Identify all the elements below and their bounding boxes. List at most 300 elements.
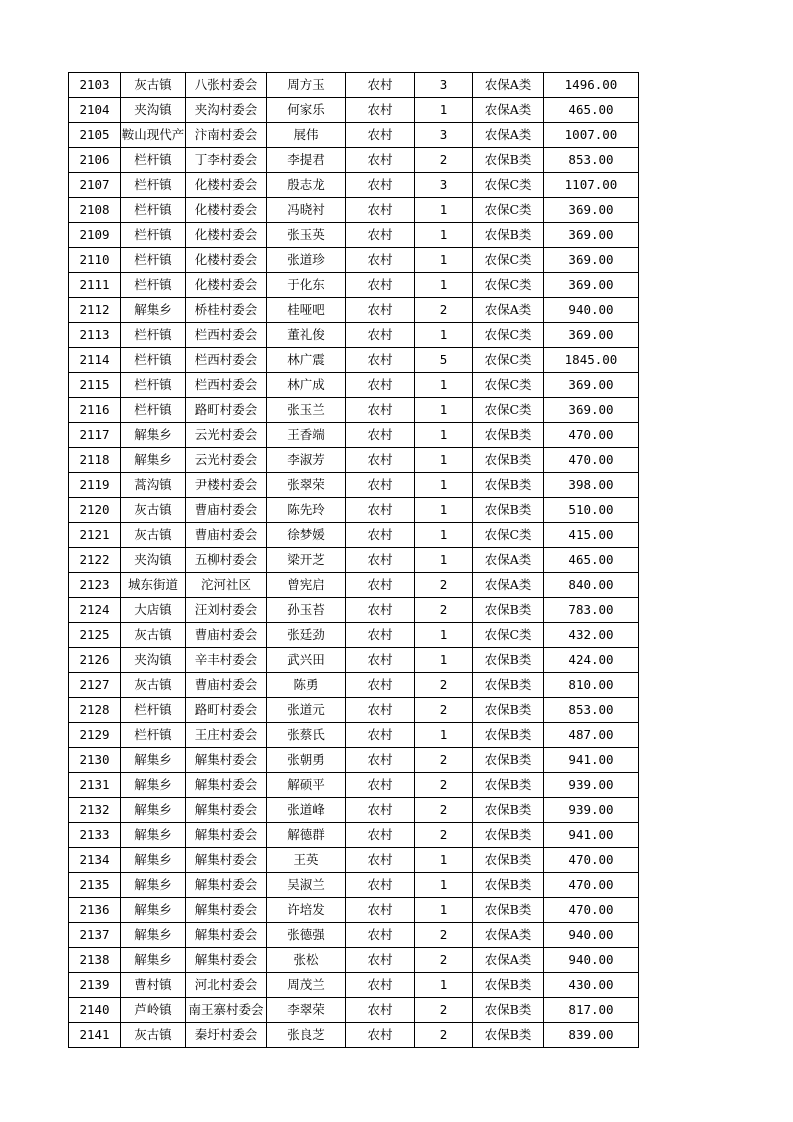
- insurance-category-cell: 农保B类: [473, 423, 544, 448]
- insurance-category-cell: 农保B类: [473, 648, 544, 673]
- row-number-cell: 2134: [69, 848, 121, 873]
- amount-cell: 432.00: [544, 623, 639, 648]
- table-row: [69, 923, 639, 948]
- area-type-cell: 农村: [346, 973, 415, 998]
- area-type-cell: 农村: [346, 148, 415, 173]
- area-type-cell: 农村: [346, 323, 415, 348]
- town-cell: 解集乡: [121, 798, 186, 823]
- row-number-cell: 2125: [69, 623, 121, 648]
- amount-cell: 465.00: [544, 548, 639, 573]
- area-type-cell: 农村: [346, 823, 415, 848]
- table-row: [69, 223, 639, 248]
- person-name-cell: 殷志龙: [267, 173, 346, 198]
- amount-cell: 853.00: [544, 148, 639, 173]
- village-committee-cell: 路町村委会: [186, 398, 267, 423]
- household-count-cell: 1: [415, 548, 473, 573]
- town-cell: 栏杆镇: [121, 348, 186, 373]
- table-row: [69, 948, 639, 973]
- village-committee-cell: 解集村委会: [186, 823, 267, 848]
- insurance-category-cell: 农保A类: [473, 923, 544, 948]
- row-number-cell: 2140: [69, 998, 121, 1023]
- table-row: [69, 648, 639, 673]
- town-cell: 解集乡: [121, 898, 186, 923]
- town-cell: 栏杆镇: [121, 173, 186, 198]
- table-row: [69, 773, 639, 798]
- row-number-cell: 2127: [69, 673, 121, 698]
- table-row: [69, 98, 639, 123]
- insurance-category-cell: 农保B类: [473, 848, 544, 873]
- person-name-cell: 陈先玲: [267, 498, 346, 523]
- person-name-cell: 王香端: [267, 423, 346, 448]
- household-count-cell: 2: [415, 923, 473, 948]
- amount-cell: 939.00: [544, 773, 639, 798]
- town-cell: 夹沟镇: [121, 648, 186, 673]
- person-name-cell: 周茂兰: [267, 973, 346, 998]
- table-row: [69, 473, 639, 498]
- town-cell: 栏杆镇: [121, 198, 186, 223]
- town-cell: 栏杆镇: [121, 373, 186, 398]
- village-committee-cell: 王庄村委会: [186, 723, 267, 748]
- area-type-cell: 农村: [346, 873, 415, 898]
- amount-cell: 369.00: [544, 323, 639, 348]
- household-count-cell: 1: [415, 898, 473, 923]
- village-committee-cell: 解集村委会: [186, 948, 267, 973]
- person-name-cell: 张玉兰: [267, 398, 346, 423]
- insurance-category-cell: 农保C类: [473, 273, 544, 298]
- person-name-cell: 张玉英: [267, 223, 346, 248]
- person-name-cell: 许培发: [267, 898, 346, 923]
- amount-cell: 510.00: [544, 498, 639, 523]
- table-row: [69, 348, 639, 373]
- insurance-category-cell: 农保C类: [473, 398, 544, 423]
- area-type-cell: 农村: [346, 373, 415, 398]
- row-number-cell: 2109: [69, 223, 121, 248]
- person-name-cell: 桂哑吧: [267, 298, 346, 323]
- row-number-cell: 2139: [69, 973, 121, 998]
- area-type-cell: 农村: [346, 398, 415, 423]
- amount-cell: 939.00: [544, 798, 639, 823]
- person-name-cell: 周方玉: [267, 73, 346, 98]
- amount-cell: 941.00: [544, 823, 639, 848]
- table-row: [69, 398, 639, 423]
- insurance-category-cell: 农保B类: [473, 773, 544, 798]
- table-row: [69, 1023, 639, 1048]
- insurance-category-cell: 农保A类: [473, 98, 544, 123]
- row-number-cell: 2115: [69, 373, 121, 398]
- village-committee-cell: 路町村委会: [186, 698, 267, 723]
- row-number-cell: 2111: [69, 273, 121, 298]
- table-row: [69, 373, 639, 398]
- village-committee-cell: 解集村委会: [186, 873, 267, 898]
- row-number-cell: 2122: [69, 548, 121, 573]
- area-type-cell: 农村: [346, 273, 415, 298]
- insurance-category-cell: 农保B类: [473, 873, 544, 898]
- row-number-cell: 2137: [69, 923, 121, 948]
- person-name-cell: 张道珍: [267, 248, 346, 273]
- table-row: [69, 673, 639, 698]
- household-count-cell: 1: [415, 198, 473, 223]
- amount-cell: 465.00: [544, 98, 639, 123]
- insurance-category-cell: 农保B类: [473, 973, 544, 998]
- amount-cell: 470.00: [544, 848, 639, 873]
- household-count-cell: 1: [415, 398, 473, 423]
- village-committee-cell: 曹庙村委会: [186, 498, 267, 523]
- insurance-category-cell: 农保B类: [473, 498, 544, 523]
- insurance-category-cell: 农保C类: [473, 198, 544, 223]
- town-cell: 解集乡: [121, 448, 186, 473]
- row-number-cell: 2116: [69, 398, 121, 423]
- area-type-cell: 农村: [346, 998, 415, 1023]
- person-name-cell: 张朝勇: [267, 748, 346, 773]
- person-name-cell: 解硕平: [267, 773, 346, 798]
- amount-cell: 1007.00: [544, 123, 639, 148]
- town-cell: 灰古镇: [121, 498, 186, 523]
- person-name-cell: 张翠荣: [267, 473, 346, 498]
- table-row: [69, 973, 639, 998]
- household-count-cell: 1: [415, 223, 473, 248]
- table-row: [69, 423, 639, 448]
- area-type-cell: 农村: [346, 423, 415, 448]
- row-number-cell: 2113: [69, 323, 121, 348]
- amount-cell: 940.00: [544, 923, 639, 948]
- household-count-cell: 1: [415, 498, 473, 523]
- village-committee-cell: 河北村委会: [186, 973, 267, 998]
- insurance-category-cell: 农保B类: [473, 598, 544, 623]
- insurance-category-cell: 农保C类: [473, 373, 544, 398]
- records-table: [68, 72, 639, 1048]
- table-row: [69, 448, 639, 473]
- area-type-cell: 农村: [346, 348, 415, 373]
- village-committee-cell: 解集村委会: [186, 798, 267, 823]
- person-name-cell: 林广震: [267, 348, 346, 373]
- area-type-cell: 农村: [346, 948, 415, 973]
- area-type-cell: 农村: [346, 673, 415, 698]
- table-row: [69, 198, 639, 223]
- household-count-cell: 2: [415, 823, 473, 848]
- table-row: [69, 498, 639, 523]
- town-cell: 解集乡: [121, 923, 186, 948]
- insurance-category-cell: 农保A类: [473, 573, 544, 598]
- table-row: [69, 998, 639, 1023]
- village-committee-cell: 云光村委会: [186, 423, 267, 448]
- area-type-cell: 农村: [346, 773, 415, 798]
- area-type-cell: 农村: [346, 848, 415, 873]
- row-number-cell: 2107: [69, 173, 121, 198]
- household-count-cell: 1: [415, 373, 473, 398]
- person-name-cell: 吴淑兰: [267, 873, 346, 898]
- town-cell: 城东街道: [121, 573, 186, 598]
- insurance-category-cell: 农保A类: [473, 73, 544, 98]
- village-committee-cell: 五柳村委会: [186, 548, 267, 573]
- area-type-cell: 农村: [346, 1023, 415, 1048]
- village-committee-cell: 云光村委会: [186, 448, 267, 473]
- person-name-cell: 陈勇: [267, 673, 346, 698]
- town-cell: 解集乡: [121, 748, 186, 773]
- household-count-cell: 1: [415, 98, 473, 123]
- table-row: [69, 898, 639, 923]
- table-row: [69, 323, 639, 348]
- person-name-cell: 张廷劲: [267, 623, 346, 648]
- insurance-category-cell: 农保B类: [473, 748, 544, 773]
- town-cell: 灰古镇: [121, 73, 186, 98]
- area-type-cell: 农村: [346, 498, 415, 523]
- row-number-cell: 2130: [69, 748, 121, 773]
- household-count-cell: 1: [415, 523, 473, 548]
- town-cell: 解集乡: [121, 423, 186, 448]
- amount-cell: 1496.00: [544, 73, 639, 98]
- table-row: [69, 123, 639, 148]
- amount-cell: 369.00: [544, 223, 639, 248]
- table-row: [69, 623, 639, 648]
- village-committee-cell: 南王寨村委会: [186, 998, 267, 1023]
- town-cell: 芦岭镇: [121, 998, 186, 1023]
- area-type-cell: 农村: [346, 623, 415, 648]
- village-committee-cell: 秦圩村委会: [186, 1023, 267, 1048]
- household-count-cell: 1: [415, 648, 473, 673]
- town-cell: 栏杆镇: [121, 323, 186, 348]
- area-type-cell: 农村: [346, 898, 415, 923]
- row-number-cell: 2133: [69, 823, 121, 848]
- household-count-cell: 2: [415, 573, 473, 598]
- person-name-cell: 张德强: [267, 923, 346, 948]
- town-cell: 曹村镇: [121, 973, 186, 998]
- household-count-cell: 1: [415, 848, 473, 873]
- household-count-cell: 2: [415, 298, 473, 323]
- town-cell: 灰古镇: [121, 623, 186, 648]
- household-count-cell: 2: [415, 1023, 473, 1048]
- insurance-category-cell: 农保C类: [473, 348, 544, 373]
- row-number-cell: 2103: [69, 73, 121, 98]
- amount-cell: 1107.00: [544, 173, 639, 198]
- person-name-cell: 张松: [267, 948, 346, 973]
- village-committee-cell: 解集村委会: [186, 898, 267, 923]
- table-row: [69, 823, 639, 848]
- row-number-cell: 2110: [69, 248, 121, 273]
- town-cell: 解集乡: [121, 823, 186, 848]
- town-cell: 栏杆镇: [121, 248, 186, 273]
- insurance-category-cell: 农保C类: [473, 623, 544, 648]
- insurance-category-cell: 农保A类: [473, 298, 544, 323]
- village-committee-cell: 解集村委会: [186, 848, 267, 873]
- area-type-cell: 农村: [346, 248, 415, 273]
- insurance-category-cell: 农保A类: [473, 948, 544, 973]
- amount-cell: 470.00: [544, 898, 639, 923]
- row-number-cell: 2106: [69, 148, 121, 173]
- insurance-category-cell: 农保B类: [473, 723, 544, 748]
- village-committee-cell: 化楼村委会: [186, 173, 267, 198]
- town-cell: 鞍山现代产: [121, 123, 186, 148]
- household-count-cell: 2: [415, 998, 473, 1023]
- village-committee-cell: 辛丰村委会: [186, 648, 267, 673]
- area-type-cell: 农村: [346, 648, 415, 673]
- household-count-cell: 1: [415, 473, 473, 498]
- person-name-cell: 何家乐: [267, 98, 346, 123]
- town-cell: 解集乡: [121, 948, 186, 973]
- amount-cell: 470.00: [544, 423, 639, 448]
- amount-cell: 369.00: [544, 373, 639, 398]
- village-committee-cell: 解集村委会: [186, 748, 267, 773]
- insurance-category-cell: 农保B类: [473, 223, 544, 248]
- village-committee-cell: 栏西村委会: [186, 323, 267, 348]
- amount-cell: 369.00: [544, 248, 639, 273]
- town-cell: 栏杆镇: [121, 223, 186, 248]
- insurance-category-cell: 农保B类: [473, 798, 544, 823]
- town-cell: 蒿沟镇: [121, 473, 186, 498]
- table-row: [69, 148, 639, 173]
- village-committee-cell: 桥桂村委会: [186, 298, 267, 323]
- table-body: [69, 73, 639, 1048]
- area-type-cell: 农村: [346, 223, 415, 248]
- town-cell: 大店镇: [121, 598, 186, 623]
- area-type-cell: 农村: [346, 523, 415, 548]
- amount-cell: 840.00: [544, 573, 639, 598]
- household-count-cell: 2: [415, 148, 473, 173]
- household-count-cell: 1: [415, 623, 473, 648]
- table-row: [69, 748, 639, 773]
- household-count-cell: 2: [415, 798, 473, 823]
- area-type-cell: 农村: [346, 748, 415, 773]
- insurance-category-cell: 农保B类: [473, 1023, 544, 1048]
- area-type-cell: 农村: [346, 73, 415, 98]
- insurance-category-cell: 农保B类: [473, 448, 544, 473]
- household-count-cell: 2: [415, 673, 473, 698]
- insurance-category-cell: 农保C类: [473, 173, 544, 198]
- village-committee-cell: 曹庙村委会: [186, 673, 267, 698]
- area-type-cell: 农村: [346, 573, 415, 598]
- insurance-category-cell: 农保A类: [473, 123, 544, 148]
- insurance-category-cell: 农保B类: [473, 673, 544, 698]
- town-cell: 灰古镇: [121, 523, 186, 548]
- insurance-category-cell: 农保C类: [473, 323, 544, 348]
- town-cell: 栏杆镇: [121, 273, 186, 298]
- table-row: [69, 523, 639, 548]
- household-count-cell: 1: [415, 273, 473, 298]
- table-row: [69, 298, 639, 323]
- village-committee-cell: 化楼村委会: [186, 198, 267, 223]
- amount-cell: 941.00: [544, 748, 639, 773]
- village-committee-cell: 栏西村委会: [186, 373, 267, 398]
- area-type-cell: 农村: [346, 548, 415, 573]
- household-count-cell: 3: [415, 173, 473, 198]
- town-cell: 栏杆镇: [121, 148, 186, 173]
- table-row: [69, 873, 639, 898]
- person-name-cell: 李淑芳: [267, 448, 346, 473]
- insurance-category-cell: 农保A类: [473, 548, 544, 573]
- insurance-category-cell: 农保B类: [473, 998, 544, 1023]
- area-type-cell: 农村: [346, 98, 415, 123]
- area-type-cell: 农村: [346, 923, 415, 948]
- person-name-cell: 林广成: [267, 373, 346, 398]
- household-count-cell: 2: [415, 698, 473, 723]
- row-number-cell: 2121: [69, 523, 121, 548]
- row-number-cell: 2136: [69, 898, 121, 923]
- household-count-cell: 3: [415, 123, 473, 148]
- person-name-cell: 张道峰: [267, 798, 346, 823]
- household-count-cell: 1: [415, 323, 473, 348]
- row-number-cell: 2117: [69, 423, 121, 448]
- area-type-cell: 农村: [346, 598, 415, 623]
- amount-cell: 940.00: [544, 948, 639, 973]
- row-number-cell: 2114: [69, 348, 121, 373]
- household-count-cell: 2: [415, 598, 473, 623]
- insurance-category-cell: 农保B类: [473, 473, 544, 498]
- row-number-cell: 2120: [69, 498, 121, 523]
- table-row: [69, 273, 639, 298]
- amount-cell: 810.00: [544, 673, 639, 698]
- row-number-cell: 2104: [69, 98, 121, 123]
- person-name-cell: 武兴田: [267, 648, 346, 673]
- person-name-cell: 徐梦媛: [267, 523, 346, 548]
- table-row: [69, 598, 639, 623]
- household-count-cell: 1: [415, 973, 473, 998]
- town-cell: 灰古镇: [121, 673, 186, 698]
- table-row: [69, 723, 639, 748]
- household-count-cell: 1: [415, 873, 473, 898]
- row-number-cell: 2138: [69, 948, 121, 973]
- village-committee-cell: 八张村委会: [186, 73, 267, 98]
- table-row: [69, 548, 639, 573]
- person-name-cell: 张道元: [267, 698, 346, 723]
- amount-cell: 817.00: [544, 998, 639, 1023]
- person-name-cell: 董礼俊: [267, 323, 346, 348]
- person-name-cell: 李翠荣: [267, 998, 346, 1023]
- insurance-category-cell: 农保B类: [473, 698, 544, 723]
- town-cell: 夹沟镇: [121, 548, 186, 573]
- person-name-cell: 张良芝: [267, 1023, 346, 1048]
- amount-cell: 470.00: [544, 873, 639, 898]
- table-row: [69, 248, 639, 273]
- table-row: [69, 698, 639, 723]
- amount-cell: 398.00: [544, 473, 639, 498]
- town-cell: 解集乡: [121, 848, 186, 873]
- town-cell: 栏杆镇: [121, 698, 186, 723]
- row-number-cell: 2131: [69, 773, 121, 798]
- village-committee-cell: 化楼村委会: [186, 273, 267, 298]
- amount-cell: 853.00: [544, 698, 639, 723]
- person-name-cell: 梁开芝: [267, 548, 346, 573]
- household-count-cell: 3: [415, 73, 473, 98]
- household-count-cell: 2: [415, 773, 473, 798]
- row-number-cell: 2124: [69, 598, 121, 623]
- row-number-cell: 2135: [69, 873, 121, 898]
- town-cell: 解集乡: [121, 773, 186, 798]
- village-committee-cell: 栏西村委会: [186, 348, 267, 373]
- village-committee-cell: 解集村委会: [186, 773, 267, 798]
- row-number-cell: 2141: [69, 1023, 121, 1048]
- row-number-cell: 2123: [69, 573, 121, 598]
- village-committee-cell: 丁李村委会: [186, 148, 267, 173]
- household-count-cell: 1: [415, 448, 473, 473]
- insurance-category-cell: 农保C类: [473, 523, 544, 548]
- village-committee-cell: 汴南村委会: [186, 123, 267, 148]
- village-committee-cell: 解集村委会: [186, 923, 267, 948]
- town-cell: 栏杆镇: [121, 723, 186, 748]
- area-type-cell: 农村: [346, 198, 415, 223]
- insurance-category-cell: 农保B类: [473, 148, 544, 173]
- row-number-cell: 2132: [69, 798, 121, 823]
- person-name-cell: 李提君: [267, 148, 346, 173]
- amount-cell: 783.00: [544, 598, 639, 623]
- area-type-cell: 农村: [346, 123, 415, 148]
- table-row: [69, 573, 639, 598]
- person-name-cell: 孙玉苔: [267, 598, 346, 623]
- area-type-cell: 农村: [346, 723, 415, 748]
- household-count-cell: 1: [415, 723, 473, 748]
- person-name-cell: 冯晓衬: [267, 198, 346, 223]
- person-name-cell: 展伟: [267, 123, 346, 148]
- amount-cell: 940.00: [544, 298, 639, 323]
- amount-cell: 430.00: [544, 973, 639, 998]
